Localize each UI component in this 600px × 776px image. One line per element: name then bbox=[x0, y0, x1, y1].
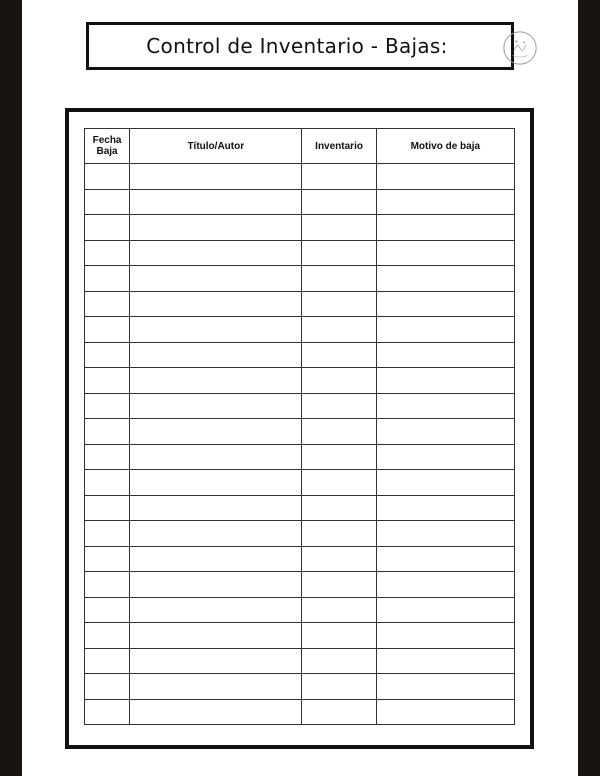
document-page bbox=[22, 0, 578, 776]
cell-inventario bbox=[302, 266, 376, 292]
cell-inventario bbox=[302, 572, 376, 598]
cell-motivo-baja bbox=[376, 495, 514, 521]
cell-fecha-baja bbox=[85, 215, 130, 241]
cell-inventario bbox=[302, 291, 376, 317]
cell-titulo-autor bbox=[130, 393, 302, 419]
cell-titulo-autor bbox=[130, 521, 302, 547]
cell-fecha-baja bbox=[85, 266, 130, 292]
cell-titulo-autor bbox=[130, 342, 302, 368]
cell-titulo-autor bbox=[130, 597, 302, 623]
cell-inventario bbox=[302, 164, 376, 190]
cell-fecha-baja bbox=[85, 189, 130, 215]
table-row bbox=[85, 342, 515, 368]
cell-fecha-baja bbox=[85, 648, 130, 674]
cell-inventario bbox=[302, 240, 376, 266]
cell-inventario bbox=[302, 674, 376, 700]
cell-motivo-baja bbox=[376, 317, 514, 343]
table-row bbox=[85, 240, 515, 266]
cell-motivo-baja bbox=[376, 572, 514, 598]
cell-motivo-baja bbox=[376, 546, 514, 572]
title-box bbox=[86, 22, 514, 70]
cell-titulo-autor bbox=[130, 623, 302, 649]
table-row bbox=[85, 317, 515, 343]
cell-fecha-baja bbox=[85, 393, 130, 419]
cell-inventario bbox=[302, 444, 376, 470]
cell-motivo-baja bbox=[376, 240, 514, 266]
cell-fecha-baja bbox=[85, 444, 130, 470]
header-motivo-baja: Motivo de baja bbox=[376, 129, 514, 164]
cell-titulo-autor bbox=[130, 572, 302, 598]
cell-inventario bbox=[302, 393, 376, 419]
table-row bbox=[85, 623, 515, 649]
cell-titulo-autor bbox=[130, 699, 302, 725]
cell-fecha-baja bbox=[85, 674, 130, 700]
table-row bbox=[85, 648, 515, 674]
cell-motivo-baja bbox=[376, 342, 514, 368]
header-titulo-autor: Título/Autor bbox=[130, 129, 302, 164]
table-row bbox=[85, 521, 515, 547]
cell-motivo-baja bbox=[376, 266, 514, 292]
table-row bbox=[85, 164, 515, 190]
cell-fecha-baja bbox=[85, 470, 130, 496]
cell-inventario bbox=[302, 470, 376, 496]
table-row bbox=[85, 393, 515, 419]
cell-motivo-baja bbox=[376, 699, 514, 725]
cell-inventario bbox=[302, 699, 376, 725]
cell-motivo-baja bbox=[376, 419, 514, 445]
table-row bbox=[85, 368, 515, 394]
cell-inventario bbox=[302, 648, 376, 674]
cell-inventario bbox=[302, 597, 376, 623]
table-row bbox=[85, 444, 515, 470]
cell-titulo-autor bbox=[130, 419, 302, 445]
cell-motivo-baja bbox=[376, 648, 514, 674]
cell-fecha-baja bbox=[85, 368, 130, 394]
cell-inventario bbox=[302, 419, 376, 445]
cell-titulo-autor bbox=[130, 674, 302, 700]
cell-titulo-autor bbox=[130, 368, 302, 394]
cell-titulo-autor bbox=[130, 266, 302, 292]
table-row bbox=[85, 189, 515, 215]
table-header-row bbox=[85, 129, 515, 164]
table-row bbox=[85, 470, 515, 496]
cell-inventario bbox=[302, 368, 376, 394]
cell-titulo-autor bbox=[130, 648, 302, 674]
header-fecha-baja bbox=[85, 129, 130, 164]
cell-fecha-baja bbox=[85, 342, 130, 368]
table-row bbox=[85, 419, 515, 445]
cell-fecha-baja bbox=[85, 546, 130, 572]
cell-fecha-baja bbox=[85, 164, 130, 190]
table-row bbox=[85, 291, 515, 317]
cell-fecha-baja bbox=[85, 521, 130, 547]
table-row bbox=[85, 546, 515, 572]
cell-motivo-baja bbox=[376, 393, 514, 419]
table-body bbox=[85, 164, 515, 725]
cell-titulo-autor bbox=[130, 470, 302, 496]
cell-titulo-autor bbox=[130, 495, 302, 521]
header-inventario: Inventario bbox=[302, 129, 376, 164]
cell-inventario bbox=[302, 623, 376, 649]
cell-titulo-autor bbox=[130, 444, 302, 470]
cell-fecha-baja bbox=[85, 291, 130, 317]
page-title: Control de Inventario - Bajas: bbox=[146, 34, 448, 58]
cell-fecha-baja bbox=[85, 623, 130, 649]
cell-motivo-baja bbox=[376, 444, 514, 470]
cell-inventario bbox=[302, 521, 376, 547]
cell-titulo-autor bbox=[130, 164, 302, 190]
cell-titulo-autor bbox=[130, 215, 302, 241]
cell-motivo-baja bbox=[376, 368, 514, 394]
header-fecha-line2: Baja bbox=[96, 146, 118, 157]
cell-fecha-baja bbox=[85, 419, 130, 445]
table-row bbox=[85, 674, 515, 700]
inventory-table bbox=[84, 128, 515, 725]
cell-fecha-baja bbox=[85, 699, 130, 725]
cell-fecha-baja bbox=[85, 240, 130, 266]
cell-titulo-autor bbox=[130, 317, 302, 343]
cell-motivo-baja bbox=[376, 597, 514, 623]
table-row bbox=[85, 266, 515, 292]
logo-icon bbox=[501, 29, 539, 67]
cell-motivo-baja bbox=[376, 291, 514, 317]
cell-titulo-autor bbox=[130, 240, 302, 266]
cell-inventario bbox=[302, 189, 376, 215]
cell-inventario bbox=[302, 215, 376, 241]
table-row bbox=[85, 572, 515, 598]
table-row bbox=[85, 597, 515, 623]
cell-motivo-baja bbox=[376, 189, 514, 215]
cell-titulo-autor bbox=[130, 546, 302, 572]
cell-inventario bbox=[302, 546, 376, 572]
header-fecha-line1: Fecha bbox=[92, 135, 122, 146]
cell-motivo-baja bbox=[376, 470, 514, 496]
table-row bbox=[85, 215, 515, 241]
cell-motivo-baja bbox=[376, 164, 514, 190]
cell-inventario bbox=[302, 495, 376, 521]
cell-titulo-autor bbox=[130, 291, 302, 317]
cell-fecha-baja bbox=[85, 495, 130, 521]
cell-fecha-baja bbox=[85, 317, 130, 343]
cell-fecha-baja bbox=[85, 597, 130, 623]
cell-inventario bbox=[302, 317, 376, 343]
table-frame bbox=[65, 108, 534, 749]
cell-fecha-baja bbox=[85, 572, 130, 598]
cell-motivo-baja bbox=[376, 215, 514, 241]
cell-motivo-baja bbox=[376, 674, 514, 700]
table-row bbox=[85, 495, 515, 521]
cell-inventario bbox=[302, 342, 376, 368]
cell-titulo-autor bbox=[130, 189, 302, 215]
table-row bbox=[85, 699, 515, 725]
cell-motivo-baja bbox=[376, 521, 514, 547]
cell-motivo-baja bbox=[376, 623, 514, 649]
